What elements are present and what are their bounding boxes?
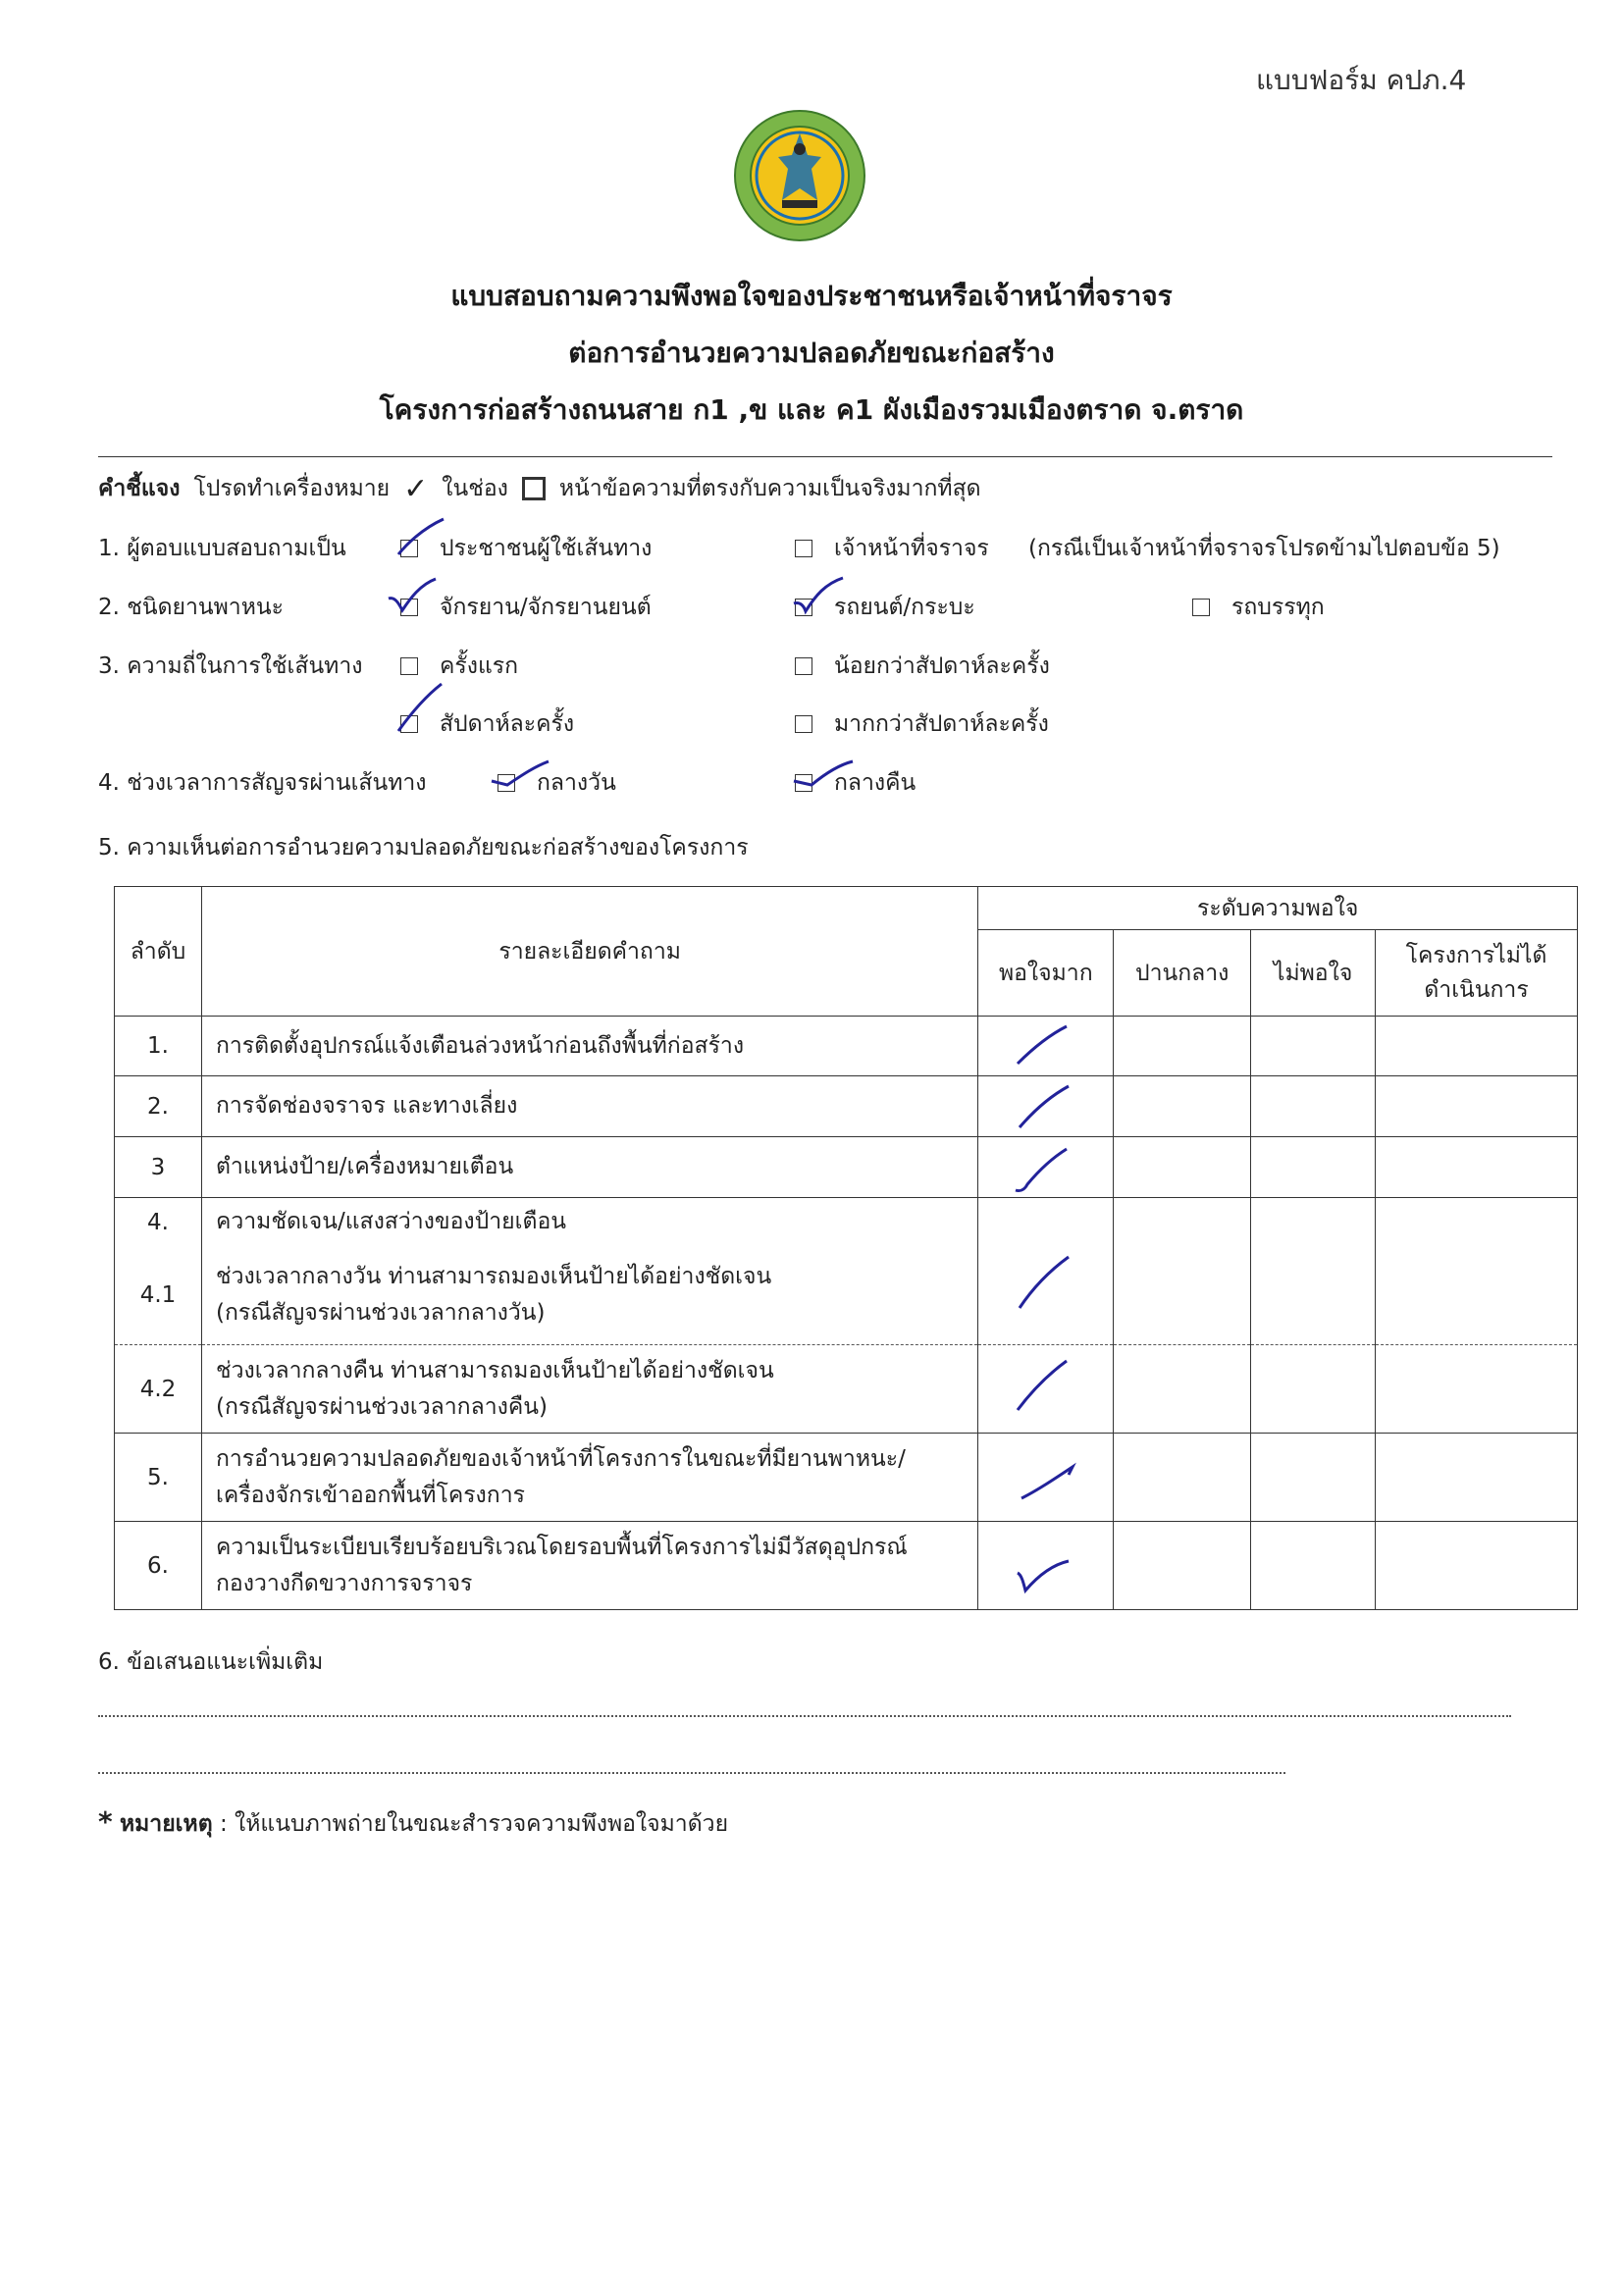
- row-question: [201, 1247, 977, 1345]
- col-header-no: ลำดับ: [115, 887, 202, 1017]
- option-label: น้อยกว่าสัปดาห์ละครั้ง: [834, 653, 1050, 679]
- checkbox-sample-icon: [522, 477, 546, 500]
- footnote: [98, 1805, 728, 1842]
- level-not-implemented: โครงการไม่ได้ดำเนินการ: [1376, 930, 1578, 1017]
- handwritten-tick-icon: [1016, 1459, 1084, 1508]
- title-line-2: ต่อการอำนวยความปลอดภัยขณะก่อสร้าง: [568, 337, 1055, 369]
- rating-cell-not-implemented[interactable]: [1376, 1522, 1578, 1610]
- option-label: จักรยาน/จักรยานยนต์: [440, 595, 652, 620]
- question-1-label: 1. ผู้ตอบแบบสอบถามเป็น: [98, 536, 346, 561]
- checkbox[interactable]: [795, 657, 812, 675]
- handwritten-tick-icon: [1012, 1357, 1080, 1416]
- title-line-3: โครงการก่อสร้างถนนสาย ก1 ,ข และ ค1 ผังเมืองรวมเมืองตราด จ.ตราด: [379, 393, 1244, 426]
- note-label: หมายเหตุ: [119, 1811, 213, 1837]
- option-label: รถบรรทุก: [1231, 595, 1325, 620]
- option-label: เจ้าหน้าที่จราจร: [834, 536, 989, 561]
- handwritten-tick-q4-day: [488, 756, 556, 791]
- rating-cell-very-satisfied[interactable]: [978, 1076, 1114, 1137]
- checkbox[interactable]: [795, 540, 812, 557]
- rating-cell-unsatisfied[interactable]: [1251, 1522, 1376, 1610]
- handwritten-tick-q2-car: [790, 574, 849, 617]
- col-header-satisfaction-level: ระดับความพอใจ: [978, 887, 1578, 930]
- rating-cell-unsatisfied[interactable]: [1251, 1198, 1376, 1345]
- row-number: 2.: [115, 1076, 202, 1137]
- rating-cell-moderate[interactable]: [1114, 1522, 1251, 1610]
- rating-cell-very-satisfied[interactable]: [978, 1017, 1114, 1076]
- row-question-line-1: การอำนวยความปลอดภัยของเจ้าหน้าที่โครงการในขณะที่มียานพาหนะ/: [215, 1445, 906, 1472]
- option-label: รถยนต์/กระบะ: [834, 595, 975, 620]
- rating-cell-not-implemented[interactable]: [1376, 1017, 1578, 1076]
- handwritten-tick-icon: [1014, 1253, 1082, 1316]
- row-question-line-1: ช่วงเวลากลางวัน ท่านสามารถมองเห็นป้ายได้อย่างชัดเจน: [215, 1264, 772, 1290]
- option-label: กลางวัน: [537, 770, 616, 796]
- row-number: 1.: [115, 1017, 202, 1076]
- suggestion-line-2[interactable]: [98, 1772, 1285, 1774]
- row-question: [201, 1434, 977, 1522]
- asterisk: *: [98, 1805, 113, 1838]
- rating-cell-not-implemented[interactable]: [1376, 1434, 1578, 1522]
- row-number: 3: [115, 1137, 202, 1198]
- level-very-satisfied: พอใจมาก: [978, 930, 1114, 1017]
- row-question: การติดตั้งอุปกรณ์แจ้งเตือนล่วงหน้าก่อนถึงพื้นที่ก่อสร้าง: [201, 1017, 977, 1076]
- instructions-label: คำชี้แจง: [98, 476, 181, 501]
- check-mark-icon: ✓: [403, 471, 429, 506]
- row-question: ตำแหน่งป้าย/เครื่องหมายเตือน: [201, 1137, 977, 1198]
- q3-option-more-weekly[interactable]: [795, 706, 1049, 742]
- handwritten-tick-q2-bicycle: [385, 577, 444, 620]
- q1-note: (กรณีเป็นเจ้าหน้าที่จราจรโปรดข้ามไปตอบข้อ 5): [1028, 536, 1500, 561]
- table-row: [115, 1345, 1578, 1434]
- row-number: 4.: [115, 1198, 202, 1247]
- rating-cell-not-implemented[interactable]: [1376, 1345, 1578, 1434]
- row-number: 4.1: [115, 1247, 202, 1345]
- rating-cell-unsatisfied[interactable]: [1251, 1345, 1376, 1434]
- handwritten-tick-q4-night: [790, 756, 859, 791]
- rating-cell-very-satisfied[interactable]: [978, 1198, 1114, 1345]
- rating-cell-unsatisfied[interactable]: [1251, 1137, 1376, 1198]
- table-row: [115, 1434, 1578, 1522]
- question-5-label: 5. ความเห็นต่อการอำนวยความปลอดภัยขณะก่อสร้างของโครงการ: [98, 835, 749, 861]
- rating-cell-moderate[interactable]: [1114, 1198, 1251, 1345]
- row-question-line-1: ความเป็นระเบียบเรียบร้อยบริเวณโดยรอบพื้นที่โครงการไม่มีวัสดุอุปกรณ์: [215, 1534, 908, 1560]
- row-question-line-2: กองวางกีดขวางการจราจร: [215, 1570, 473, 1596]
- row-question-line-2: (กรณีสัญจรผ่านช่วงเวลากลางวัน): [215, 1300, 546, 1327]
- question-4-label: 4. ช่วงเวลาการสัญจรผ่านเส้นทาง: [98, 770, 427, 796]
- handwritten-tick-icon: [1012, 1541, 1080, 1596]
- suggestion-line-1[interactable]: [98, 1715, 1511, 1717]
- row-number: 5.: [115, 1434, 202, 1522]
- q3-option-first-time[interactable]: [400, 649, 518, 684]
- row-question: การจัดช่องจราจร และทางเลี่ยง: [201, 1076, 977, 1137]
- option-label: ประชาชนผู้ใช้เส้นทาง: [440, 536, 653, 561]
- table-row: [115, 1017, 1578, 1076]
- q2-option-truck[interactable]: [1192, 590, 1325, 625]
- rating-cell-moderate[interactable]: [1114, 1017, 1251, 1076]
- rating-cell-not-implemented[interactable]: [1376, 1076, 1578, 1137]
- row-question: [201, 1522, 977, 1610]
- handwritten-tick-icon: [1014, 1082, 1082, 1133]
- form-code: แบบฟอร์ม คปภ.4: [1256, 64, 1467, 96]
- rating-cell-very-satisfied[interactable]: [978, 1434, 1114, 1522]
- rating-cell-moderate[interactable]: [1114, 1345, 1251, 1434]
- option-label: กลางคืน: [834, 770, 916, 796]
- handwritten-tick-icon: [1012, 1022, 1080, 1071]
- level-moderate: ปานกลาง: [1114, 930, 1251, 1017]
- question-3-label: 3. ความถี่ในการใช้เส้นทาง: [98, 653, 363, 679]
- title-divider: [98, 456, 1552, 457]
- title-line-1: แบบสอบถามความพึงพอใจของประชาชนหรือเจ้าหน้าที่จราจร: [450, 280, 1173, 312]
- question-2-label: 2. ชนิดยานพาหนะ: [98, 595, 284, 620]
- rating-cell-not-implemented[interactable]: [1376, 1198, 1578, 1345]
- department-logo: [731, 106, 868, 245]
- suggestion-label: 6. ข้อเสนอแนะเพิ่มเติม: [98, 1649, 324, 1675]
- instructions: [98, 471, 981, 506]
- rating-cell-very-satisfied[interactable]: [978, 1137, 1114, 1198]
- q3-option-less-weekly[interactable]: [795, 649, 1050, 684]
- table-row: [115, 1522, 1578, 1610]
- table-row: [115, 1137, 1578, 1198]
- option-label: ครั้งแรก: [440, 653, 519, 679]
- rating-cell-very-satisfied[interactable]: [978, 1345, 1114, 1434]
- rating-cell-unsatisfied[interactable]: [1251, 1017, 1376, 1076]
- checkbox[interactable]: [1192, 599, 1210, 616]
- level-unsatisfied: ไม่พอใจ: [1251, 930, 1376, 1017]
- option-label: สัปดาห์ละครั้ง: [440, 711, 575, 737]
- rating-cell-moderate[interactable]: [1114, 1137, 1251, 1198]
- instructions-text-2: ในช่อง: [442, 476, 508, 501]
- col-header-detail: รายละเอียดคำถาม: [201, 887, 977, 1017]
- instructions-text-1: โปรดทำเครื่องหมาย: [193, 476, 391, 501]
- row-question: [201, 1345, 977, 1434]
- row-question-line-2: (กรณีสัญจรผ่านช่วงเวลากลางคืน): [215, 1393, 548, 1420]
- handwritten-tick-q3-weekly: [393, 680, 451, 739]
- table-row: [115, 1198, 1578, 1247]
- row-question-line-1: ช่วงเวลากลางคืน ท่านสามารถมองเห็นป้ายได้อย่างชัดเจน: [215, 1357, 774, 1383]
- handwritten-tick-q1: [393, 515, 451, 564]
- rating-cell-moderate[interactable]: [1114, 1076, 1251, 1137]
- handwritten-tick-icon: [1012, 1145, 1080, 1198]
- row-number: 6.: [115, 1522, 202, 1610]
- row-number: 4.2: [115, 1345, 202, 1434]
- checkbox[interactable]: [795, 715, 812, 733]
- rating-cell-unsatisfied[interactable]: [1251, 1076, 1376, 1137]
- rating-cell-very-satisfied[interactable]: [978, 1522, 1114, 1610]
- checkbox[interactable]: [400, 657, 418, 675]
- rating-cell-unsatisfied[interactable]: [1251, 1434, 1376, 1522]
- satisfaction-table: [114, 886, 1578, 1610]
- rating-cell-not-implemented[interactable]: [1376, 1137, 1578, 1198]
- rating-cell-moderate[interactable]: [1114, 1434, 1251, 1522]
- note-text: : ให้แนบภาพถ่ายในขณะสำรวจความพึงพอใจมาด้วย: [212, 1811, 729, 1837]
- q1-option-officer[interactable]: [795, 531, 989, 566]
- option-label: มากกว่าสัปดาห์ละครั้ง: [834, 711, 1049, 737]
- instructions-text-3: หน้าข้อความที่ตรงกับความเป็นจริงมากที่สุด: [558, 476, 981, 501]
- table-row: [115, 1076, 1578, 1137]
- row-question-line-2: เครื่องจักรเข้าออกพื้นที่โครงการ: [215, 1482, 525, 1508]
- row-question: ความชัดเจน/แสงสว่างของป้ายเตือน: [201, 1198, 977, 1247]
